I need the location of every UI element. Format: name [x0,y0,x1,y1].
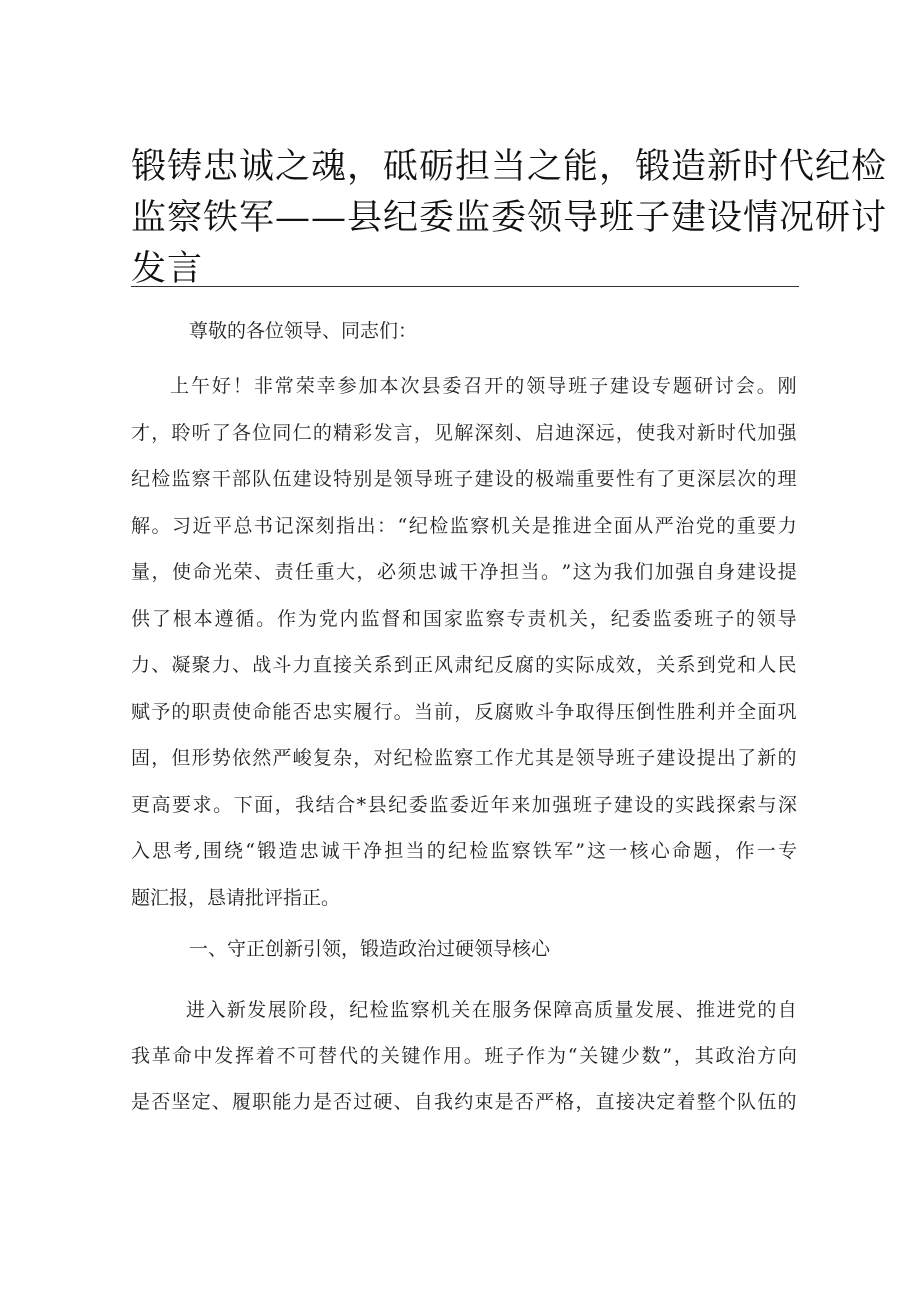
paragraph-line: 我 革 命 中 发 挥 着 不 可 替 代 的 关 键 作 用 。 班 子 作 为 “ 关 键 少 数 ” ， 其 政 治 方 向 [131,1045,797,1067]
section-heading: 一、守正创新引领，锻造政治过硬领导核心 [189,938,551,960]
title-line: 监察铁军——县纪委监委领导班子建设情况研讨 [131,198,888,238]
paragraph-line: 是 否 坚 定 、 履 职 能 力 是 否 过 硬 、 自 我 约 束 是 否 严 格 ， 直 接 决 定 着 整 个 队 伍 的 [131,1091,797,1113]
paragraph-line: 赋 予 的 职 责 使 命 能 否 忠 实 履 行 。 当 前 ， 反 腐 败 斗 争 取 得 压 倒 性 胜 利 并 全 面 巩 [131,700,797,723]
title-line: 发言 [131,249,204,289]
paragraph-line: 进 入 新 发 展 阶 段 ， 纪 检 监 察 机 关 在 服 务 保 障 高 质 量 发 展 、 推 进 党 的 自 [186,999,797,1021]
paragraph-line: 上 午 好 ！ 非 常 荣 幸 参 加 本 次 县 委 召 开 的 领 导 班 子 建 设 专 题 研 讨 会 。 刚 [170,375,797,397]
salutation: 尊敬的各位领导、同志们： [189,320,418,342]
paragraph-line: 更 高 要 求 。 下 面 ， 我 结 合 * 县 纪 委 监 委 近 年 来 加 强 班 子 建 设 的 实 践 探 索 与 深 [131,793,797,816]
paragraph-line: 固 ， 但 形 势 依 然 严 峻 复 杂 ， 对 纪 检 监 察 工 作 尤 其 是 领 导 班 子 建 设 提 出 了 新 的 [131,747,797,769]
paragraph-line: 题汇报，恳请批评指正。 [131,886,341,909]
paragraph-line: 供 了 根 本 遵 循 。 作 为 党 内 监 督 和 国 家 监 察 专 责 机 关 ， 纪 委 监 委 班 子 的 领 导 [131,607,797,630]
document-title [131,142,888,295]
paragraph-line: 纪 检 监 察 干 部 队 伍 建 设 特 别 是 领 导 班 子 建 设 的 极 端 重 要 性 有 了 更 深 层 次 的 理 [131,468,797,490]
paragraph-line: 解 。 习 近 平 总 书 记 深 刻 指 出 ： “ 纪 检 监 察 机 关 是 推 进 全 面 从 严 治 党 的 重 要 力 [131,514,797,537]
paragraph-line: 量 ， 使 命 光 荣 、 责 任 重 大 ， 必 须 忠 诚 干 净 担 当 。 ” 这 为 我 们 加 强 自 身 建 设 提 [131,561,797,583]
title-underline [131,286,799,287]
paragraph-line: 力 、 凝 聚 力 、 战 斗 力 直 接 关 系 到 正 风 肃 纪 反 腐 的 实 际 成 效 ， 关 系 到 党 和 人 民 [131,654,797,676]
paragraph-line: 入 思 考 , 围 绕 “ 锻 造 忠 诚 干 净 担 当 的 纪 检 监 察 铁 军 ” 这 一 核 心 命 题 ， 作 一 专 [131,840,797,862]
title-line: 锻铸忠诚之魂，砥砺担当之能，锻造新时代纪检 [131,147,888,187]
paragraph-line: 才 ， 聆 听 了 各 位 同 仁 的 精 彩 发 言 ， 见 解 深 刻 、 启 迪 深 远 ， 使 我 对 新 时 代 加 强 [131,421,797,444]
